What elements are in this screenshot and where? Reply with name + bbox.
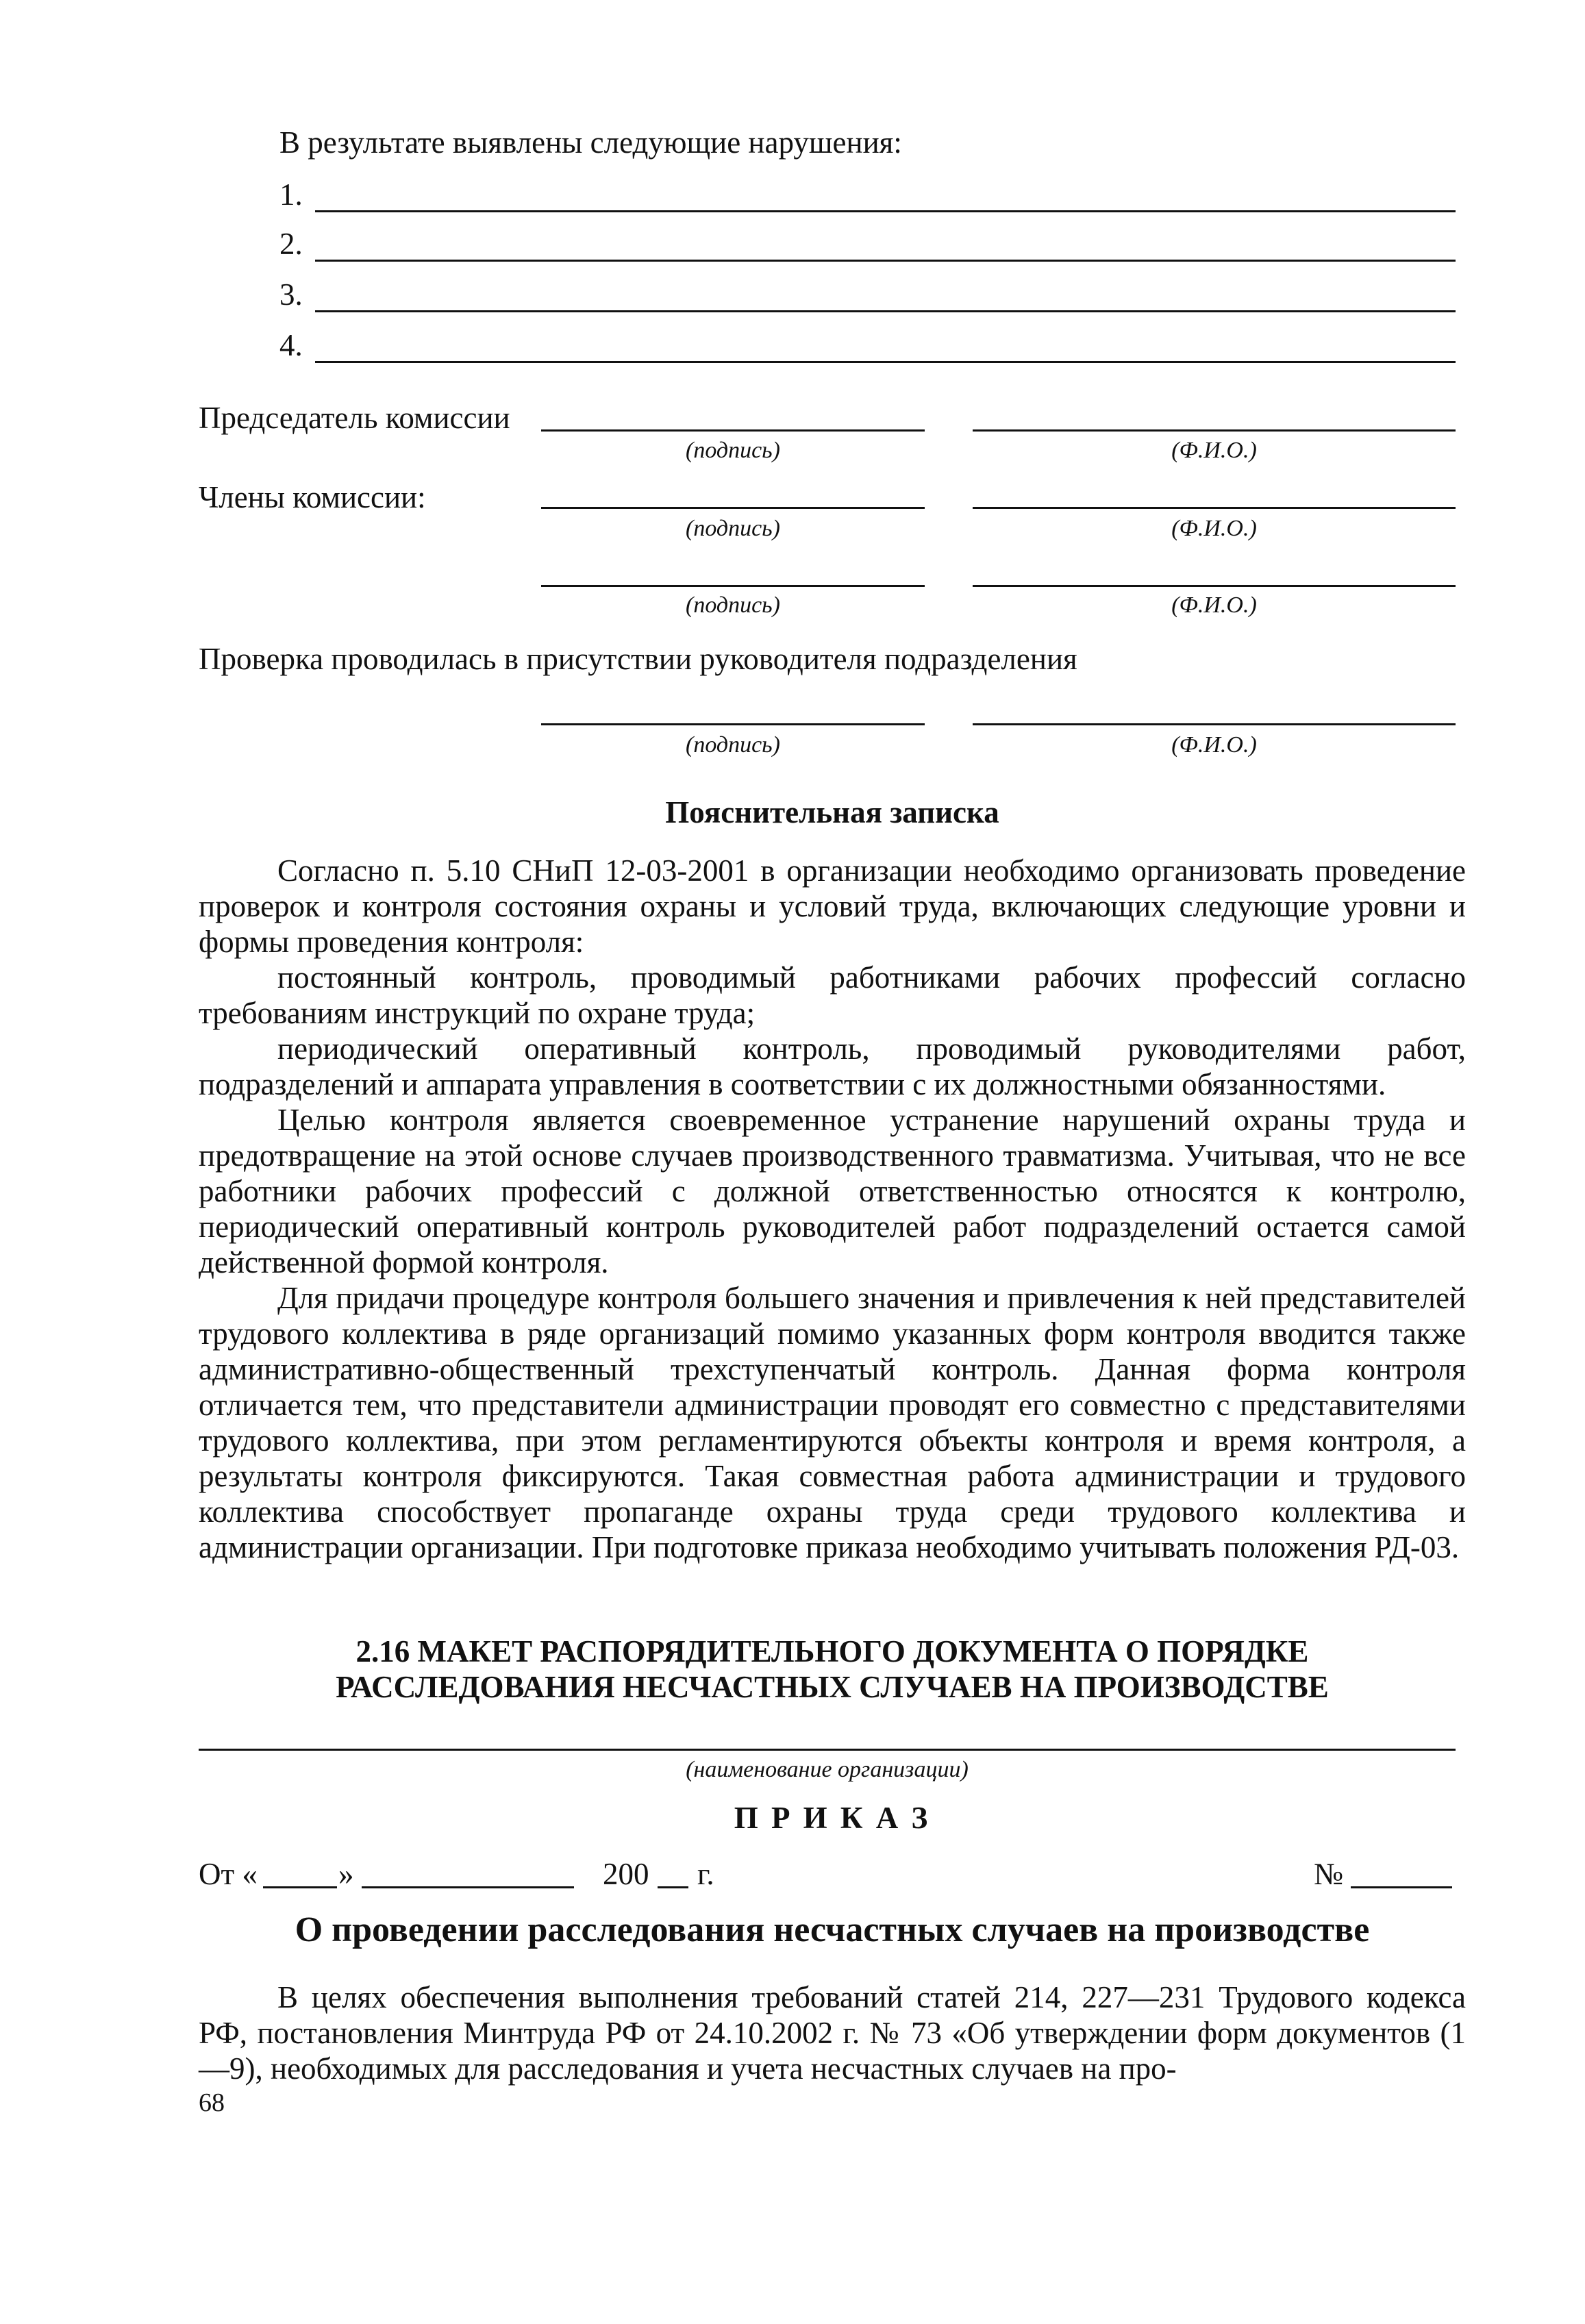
members-label: Члены комиссии:	[199, 480, 426, 514]
head-name-line	[973, 723, 1456, 725]
organization-name-line	[199, 1749, 1456, 1751]
date-month-line	[362, 1886, 574, 1888]
note-title: Пояснительная записка	[665, 795, 999, 829]
chairman-label: Председатель комиссии	[199, 401, 510, 435]
signature-caption: (подпись)	[686, 516, 780, 541]
name-caption: (Ф.И.О.)	[1171, 516, 1257, 541]
violation-number-3: 3.	[279, 277, 303, 312]
year-line	[658, 1886, 688, 1888]
name-caption: (Ф.И.О.)	[1171, 438, 1257, 463]
violation-line-3	[315, 310, 1456, 312]
member1-signature-line	[541, 507, 925, 509]
member2-signature-line	[541, 585, 925, 587]
chairman-name-line	[973, 429, 1456, 432]
signature-caption: (подпись)	[686, 592, 780, 618]
note-paragraph-2: постоянный контроль, проводимый работниками рабочих профессий согласно требованиям инструкций по охране труда;	[199, 960, 1466, 1030]
signature-caption: (подпись)	[686, 438, 780, 463]
name-caption: (Ф.И.О.)	[1171, 732, 1257, 758]
organization-caption: (наименование организации)	[686, 1757, 969, 1782]
section-title-line-2: РАССЛЕДОВАНИЯ НЕСЧАСТНЫХ СЛУЧАЕВ НА ПРОИЗВОДСТВЕ	[336, 1670, 1329, 1704]
signature-caption: (подпись)	[686, 732, 780, 758]
year-suffix: г.	[697, 1857, 714, 1891]
note-paragraph-1: Согласно п. 5.10 СНиП 12-03-2001 в организации необходимо организовать проведение проверок и контроля состояния охраны и условий труда, включающих следующие уровни и формы проведения контроля:	[199, 853, 1466, 959]
date-day-line	[263, 1886, 337, 1888]
date-from-label: От «	[199, 1857, 258, 1891]
note-paragraph-4: Целью контроля является своевременное устранение нарушений охраны труда и предотвращение на этой основе случаев производственного травматизма. Учитывая, что не все работники рабочих профессий с должной ответственностью относятся к контролю, периодический оперативный контроль руководителей работ подразделений остается самой действенной формой контроля.	[199, 1103, 1466, 1279]
note-paragraph-5: Для придачи процедуре контроля большего значения и привлечения к ней представителей трудового коллектива в ряде организаций помимо указанных форм контроля вводится также административно-общественный трехступенчатый контроль. Данная форма контроля отличается тем, что представители администрации проводят его совместно с представителями трудового коллектива, при этом регламентируются объекты контроля и время контроля, а результаты контроля фиксируются. Такая совместная работа администрации и трудового коллектива способствует пропаганде охраны труда среди трудового коллектива и администрации организации. При подготовке приказа необходимо учитывать положения РД-03.	[199, 1281, 1466, 1564]
violation-line-4	[315, 361, 1456, 363]
name-caption: (Ф.И.О.)	[1171, 592, 1257, 618]
violation-line-2	[315, 260, 1456, 262]
violation-line-1	[315, 210, 1456, 212]
violations-intro: В результате выявлены следующие нарушения:	[279, 125, 902, 160]
presence-text: Проверка проводилась в присутствии руководителя подразделения	[199, 642, 1077, 676]
note-paragraph-3: периодический оперативный контроль, проводимый руководителями работ, подразделений и аппарата управления в соответствии с их должностными обязанностями.	[199, 1032, 1466, 1101]
year-prefix: 200	[603, 1857, 649, 1891]
date-quote-close: »	[338, 1857, 354, 1891]
member1-name-line	[973, 507, 1456, 509]
violation-number-1: 1.	[279, 177, 303, 212]
order-title: П Р И К А З	[734, 1801, 931, 1835]
order-heading: О проведении расследования несчастных случаев на производстве	[295, 1910, 1370, 1949]
violation-number-2: 2.	[279, 227, 303, 261]
member2-name-line	[973, 585, 1456, 587]
order-number-line	[1351, 1886, 1452, 1888]
chairman-signature-line	[541, 429, 925, 432]
head-signature-line	[541, 723, 925, 725]
section-title-line-1: 2.16 МАКЕТ РАСПОРЯДИТЕЛЬНОГО ДОКУМЕНТА О ПОРЯДКЕ	[355, 1634, 1309, 1669]
order-body: В целях обеспечения выполнения требований статей 214, 227—231 Трудового кодекса РФ, постановления Минтруда РФ от 24.10.2002 г. № 73 «Об утверждении форм документов (1—9), необходимых для расследования и учета несчастных случаев на про-	[199, 1980, 1466, 2086]
violation-number-4: 4.	[279, 328, 303, 362]
number-label: №	[1314, 1857, 1343, 1891]
page-number: 68	[199, 2088, 225, 2117]
